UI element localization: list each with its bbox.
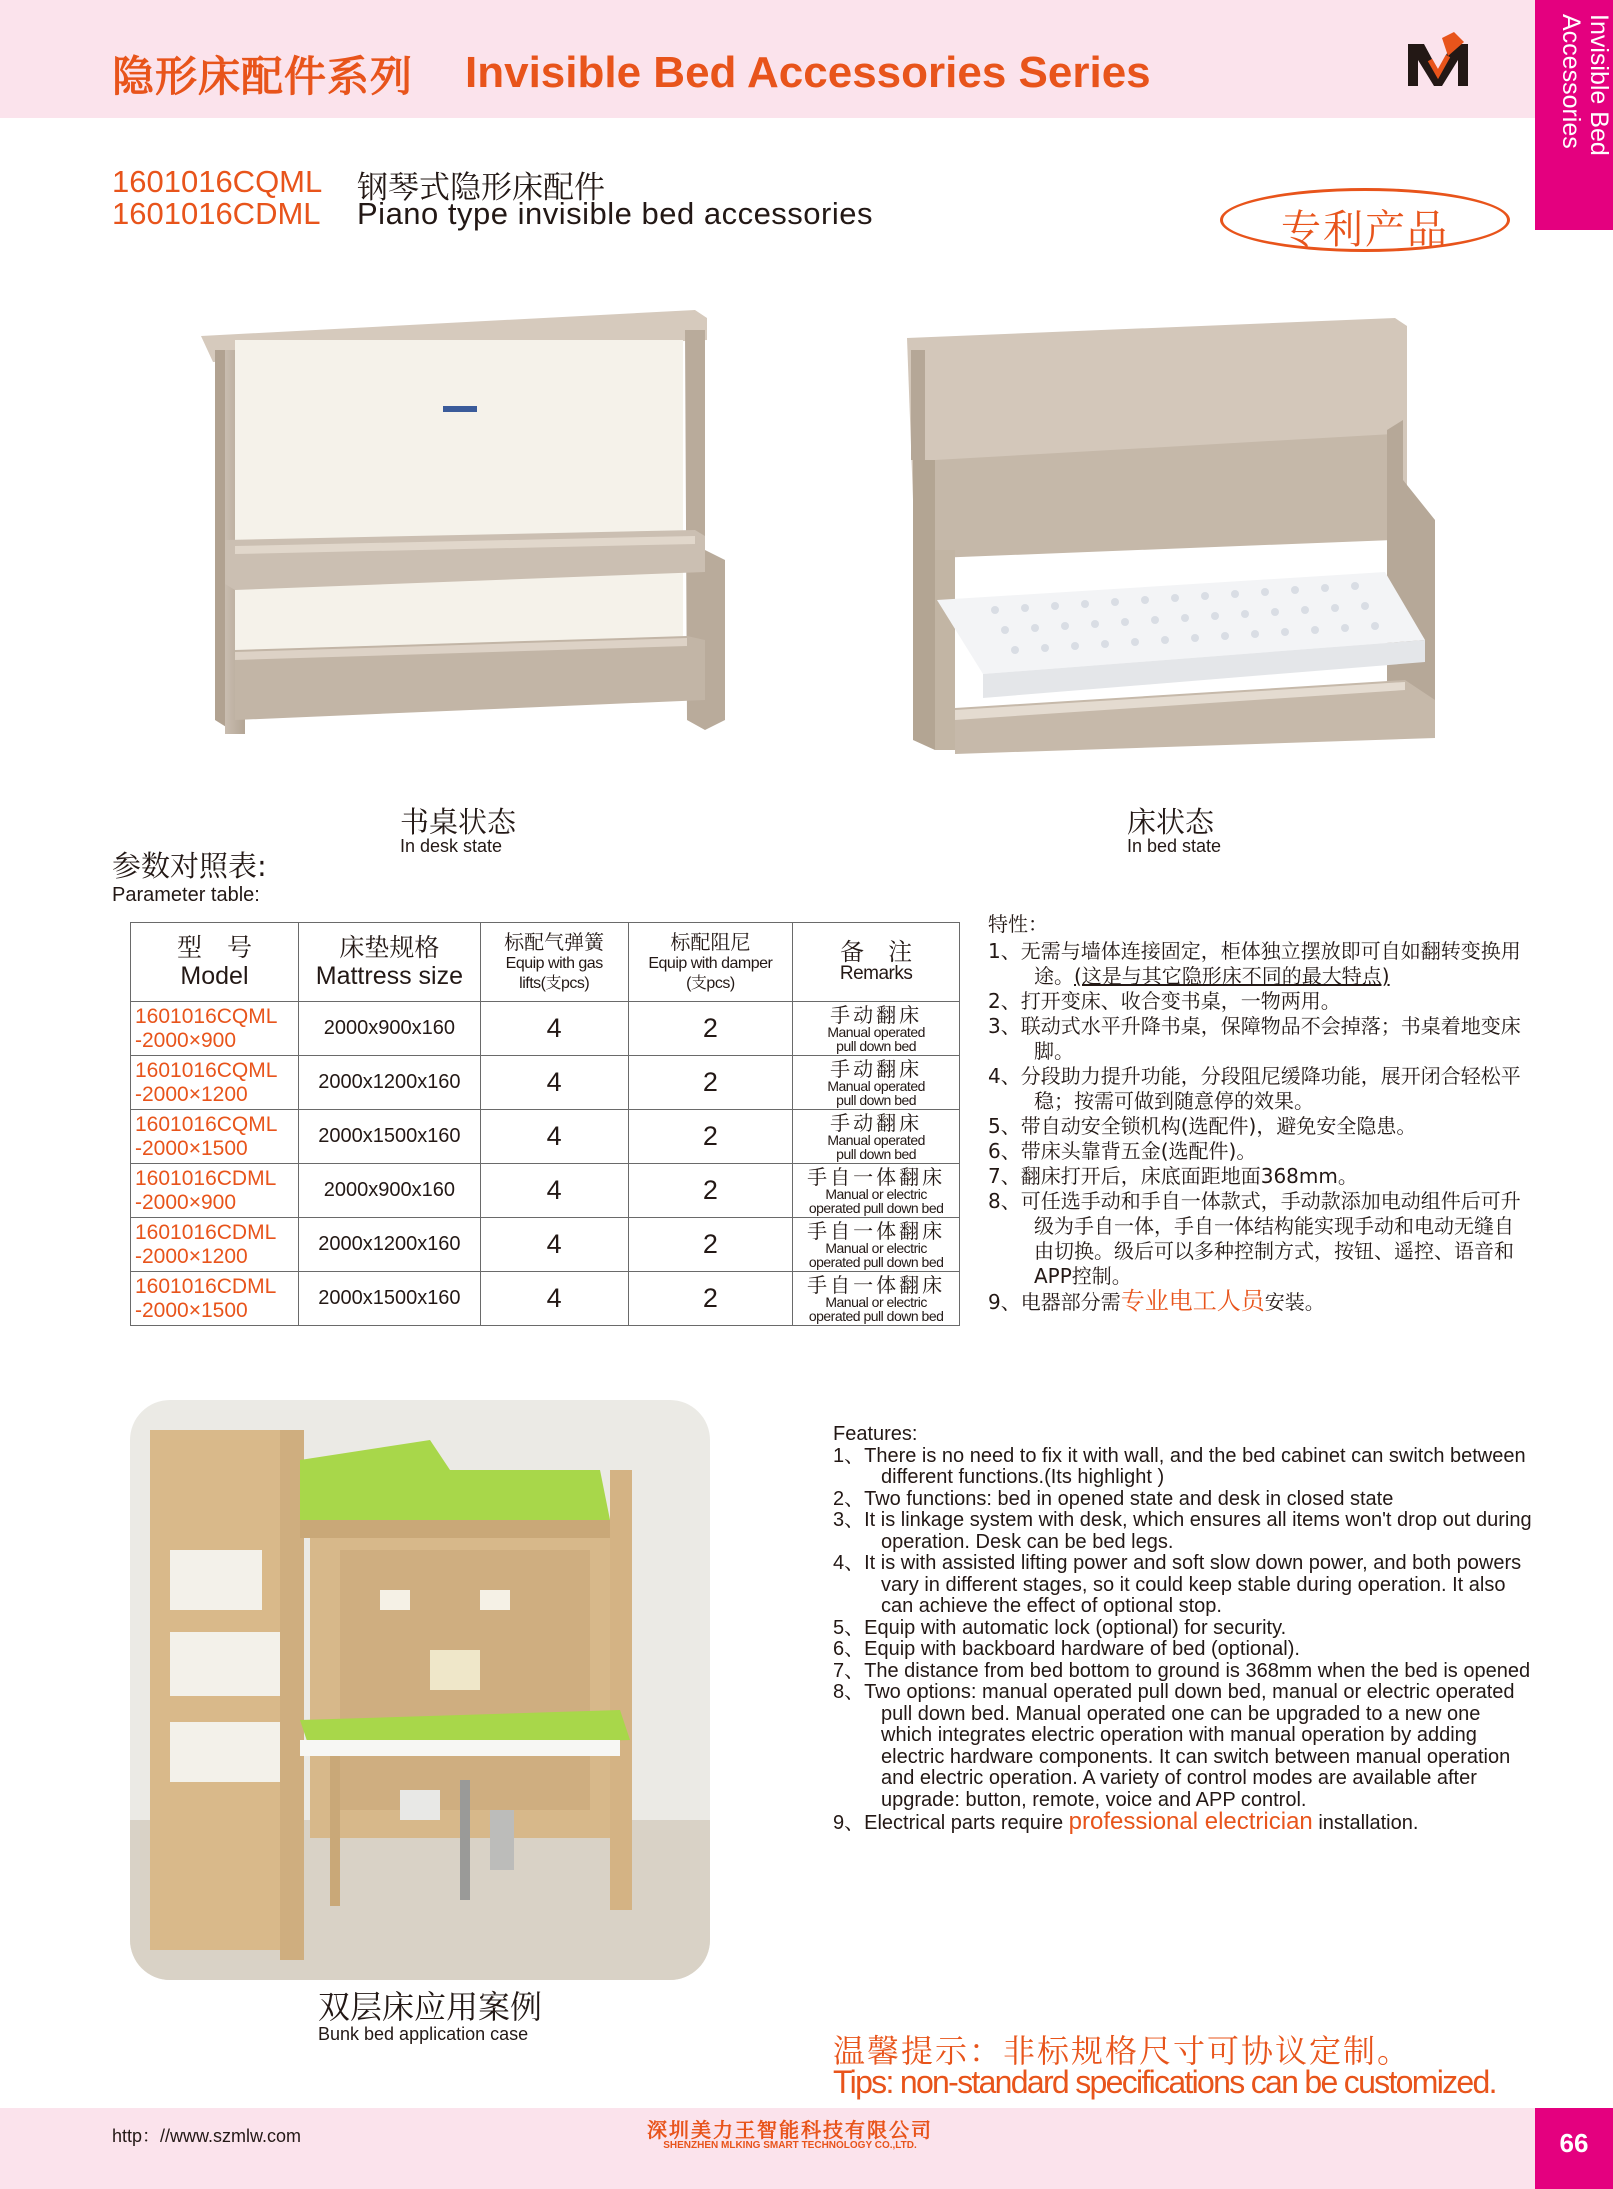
cell-gas: 4: [480, 1218, 628, 1272]
cell-size: 2000x1500x160: [298, 1272, 480, 1326]
cell-size: 2000x900x160: [298, 1164, 480, 1218]
table-row: [131, 1218, 960, 1272]
company-name-en: SHENZHEN MLKING SMART TECHNOLOGY CO.,LTD.: [663, 2140, 917, 2151]
features-cn-item-2: 2、打开变床、收合变书桌，一物两用。: [988, 989, 1341, 1013]
desk-state-caption-en: In desk state: [400, 836, 503, 856]
cell-size: 2000x1200x160: [298, 1056, 480, 1110]
side-tab-label: Invisible Bed Accessories: [1557, 14, 1613, 156]
bunk-bed-image: [130, 1400, 710, 1980]
product-code-2: 1601016CDML: [112, 196, 321, 231]
bunk-caption-cn: 双层床应用案例: [318, 1988, 543, 2026]
website-link[interactable]: http：//www.szmlw.com: [112, 2126, 302, 2146]
cell-damper: 2: [628, 1272, 793, 1326]
cell-remarks: 手自一体翻床 Manual or electric operated pull down bed: [793, 1164, 960, 1218]
table-row: [131, 1164, 960, 1218]
features-en-item-1: 1、There is no need to fix it with wall, and the bed cabinet can switch between different functions.(Its highlight ): [833, 1444, 1526, 1488]
parameter-table: [130, 922, 960, 1326]
tip-cn: 温馨提示：非标规格尺寸可协议定制。: [833, 2032, 1412, 2070]
header-model: 型 号 Model: [131, 923, 299, 1002]
features-cn-item-7: 7、翻床打开后，床底面距地面368mm。: [988, 1164, 1358, 1188]
cell-damper: 2: [628, 1002, 793, 1056]
features-cn-item-4: 4、分段助力提升功能，分段阻尼缓降功能，展开闭合轻松平稳；按需可做到随意停的效果。: [988, 1064, 1521, 1113]
patent-label: 专利产品: [1281, 207, 1449, 253]
features-cn-item-3: 3、联动式水平升降书桌，保障物品不会掉落；书桌着地变床脚。: [988, 1014, 1521, 1063]
features-en-item-6: 6、Equip with backboard hardware of bed (optional).: [833, 1638, 1300, 1660]
cell-gas: 4: [480, 1110, 628, 1164]
features-en-item-2: 2、Two functions: bed in opened state and desk in closed state: [833, 1487, 1394, 1510]
cell-model: 1601016CDML -2000×900: [131, 1164, 299, 1218]
features-cn-item-8: 8、可任选手动和手自一体款式，手动款添加电动组件后可升级为手自一体，手自一体结构能实现手动和电动无缝自由切换。级后可以多种控制方式，按钮、遥控、语音和APP控制。: [988, 1189, 1521, 1288]
cell-model: 1601016CQML -2000×1200: [131, 1056, 299, 1110]
table-row: [131, 1002, 960, 1056]
cell-remarks: 手动翻床 Manual operated pull down bed: [793, 1056, 960, 1110]
features-cn: [988, 912, 1528, 1315]
tip-en: Tips: non-standard specifications can be customized.: [833, 2064, 1496, 2100]
cell-gas: 4: [480, 1272, 628, 1326]
cell-size: 2000x1200x160: [298, 1218, 480, 1272]
company-name-cn: 深圳美力王智能科技有限公司: [647, 2118, 933, 2142]
cell-model: 1601016CQML -2000×1500: [131, 1110, 299, 1164]
cell-damper: 2: [628, 1110, 793, 1164]
cell-damper: 2: [628, 1218, 793, 1272]
cell-remarks: 手自一体翻床 Manual or electric operated pull down bed: [793, 1272, 960, 1326]
table-row: [131, 1272, 960, 1326]
features-en-item-8: 8、Two options: manual operated pull down bed, manual or electric operated pull down bed. Manual operated one can be upgraded to a new one which integrates electric operation with manual operation by adding electric hardware components. It can switch between manual operation and electric operation. A variety of control modes are available after upgrade: button, remote, voice and APP control.: [833, 1681, 1515, 1811]
table-header-row: [131, 923, 960, 1002]
page-title-cn: 隐形床配件系列: [112, 52, 414, 101]
features-cn-item-6: 6、带床头靠背五金(选配件)。: [988, 1139, 1257, 1163]
page-title-en: Invisible Bed Accessories Series: [465, 48, 1151, 97]
header-remarks: 备 注 Remarks: [793, 923, 960, 1002]
header-size: 床垫规格 Mattress size: [298, 923, 480, 1002]
bed-state-caption-cn: 床状态: [1127, 805, 1215, 839]
cell-gas: 4: [480, 1164, 628, 1218]
table-row: [131, 1056, 960, 1110]
cell-damper: 2: [628, 1056, 793, 1110]
features-cn-title: 特性：: [988, 912, 1048, 936]
product-name-en: Piano type invisible bed accessories: [357, 196, 873, 231]
parameter-label-cn: 参数对照表:: [112, 849, 267, 883]
desk-state-caption-cn: 书桌状态: [400, 805, 517, 839]
features-cn-item-9: 9、电器部分需专业电工人员安装。: [988, 1287, 1325, 1315]
product-name-cn: 钢琴式隐形床配件: [357, 170, 605, 206]
features-en-item-5: 5、Equip with automatic lock (optional) for security.: [833, 1616, 1287, 1639]
cell-model: 1601016CDML -2000×1200: [131, 1218, 299, 1272]
cell-model: 1601016CDML -2000×1500: [131, 1272, 299, 1326]
header-damper: 标配阻尼 Equip with damper (支pcs): [628, 923, 793, 1002]
product-code-1: 1601016CQML: [112, 164, 323, 199]
bunk-caption-en: Bunk bed application case: [318, 2024, 529, 2044]
desk-state-image: [195, 310, 735, 740]
cell-size: 2000x900x160: [298, 1002, 480, 1056]
page-number: 66: [1559, 2128, 1589, 2158]
features-en-item-3: 3、It is linkage system with desk, which ensures all items won't drop out during operation. Desk can be bed legs.: [833, 1509, 1532, 1553]
parameter-label-en: Parameter table:: [112, 884, 260, 906]
cell-remarks: 手自一体翻床 Manual or electric operated pull down bed: [793, 1218, 960, 1272]
bed-state-caption-en: In bed state: [1127, 836, 1222, 856]
cell-model: 1601016CQML -2000×900: [131, 1002, 299, 1056]
cell-damper: 2: [628, 1164, 793, 1218]
features-cn-item-5: 5、带自动安全锁机构(选配件)，避免安全隐患。: [988, 1114, 1417, 1138]
features-en-item-4: 4、It is with assisted lifting power and soft slow down power, and both powers vary in different stages, so it could keep stable during operation. It also can achieve the effect of optional stop.: [833, 1552, 1522, 1617]
header-gas: 标配气弹簧 Equip with gas lifts(支pcs): [480, 923, 628, 1002]
features-en: [833, 1424, 1533, 1835]
bed-state-image: [895, 310, 1435, 760]
cell-gas: 4: [480, 1056, 628, 1110]
table-row: [131, 1110, 960, 1164]
features-en-item-9: 9、Electrical parts require professional electrician installation.: [833, 1808, 1419, 1835]
brand-logo-icon: [1402, 30, 1474, 90]
features-en-item-7: 7、The distance from bed bottom to ground is 368mm when the bed is opened: [833, 1659, 1531, 1682]
features-cn-item-1: 1、无需与墙体连接固定，柜体独立摆放即可自如翻转变换用途。(这是与其它隐形床不同的最大特点): [988, 939, 1521, 988]
features-en-title: Features:: [833, 1423, 918, 1445]
cell-remarks: 手动翻床 Manual operated pull down bed: [793, 1110, 960, 1164]
cell-size: 2000x1500x160: [298, 1110, 480, 1164]
cell-remarks: 手动翻床 Manual operated pull down bed: [793, 1002, 960, 1056]
cell-gas: 4: [480, 1002, 628, 1056]
